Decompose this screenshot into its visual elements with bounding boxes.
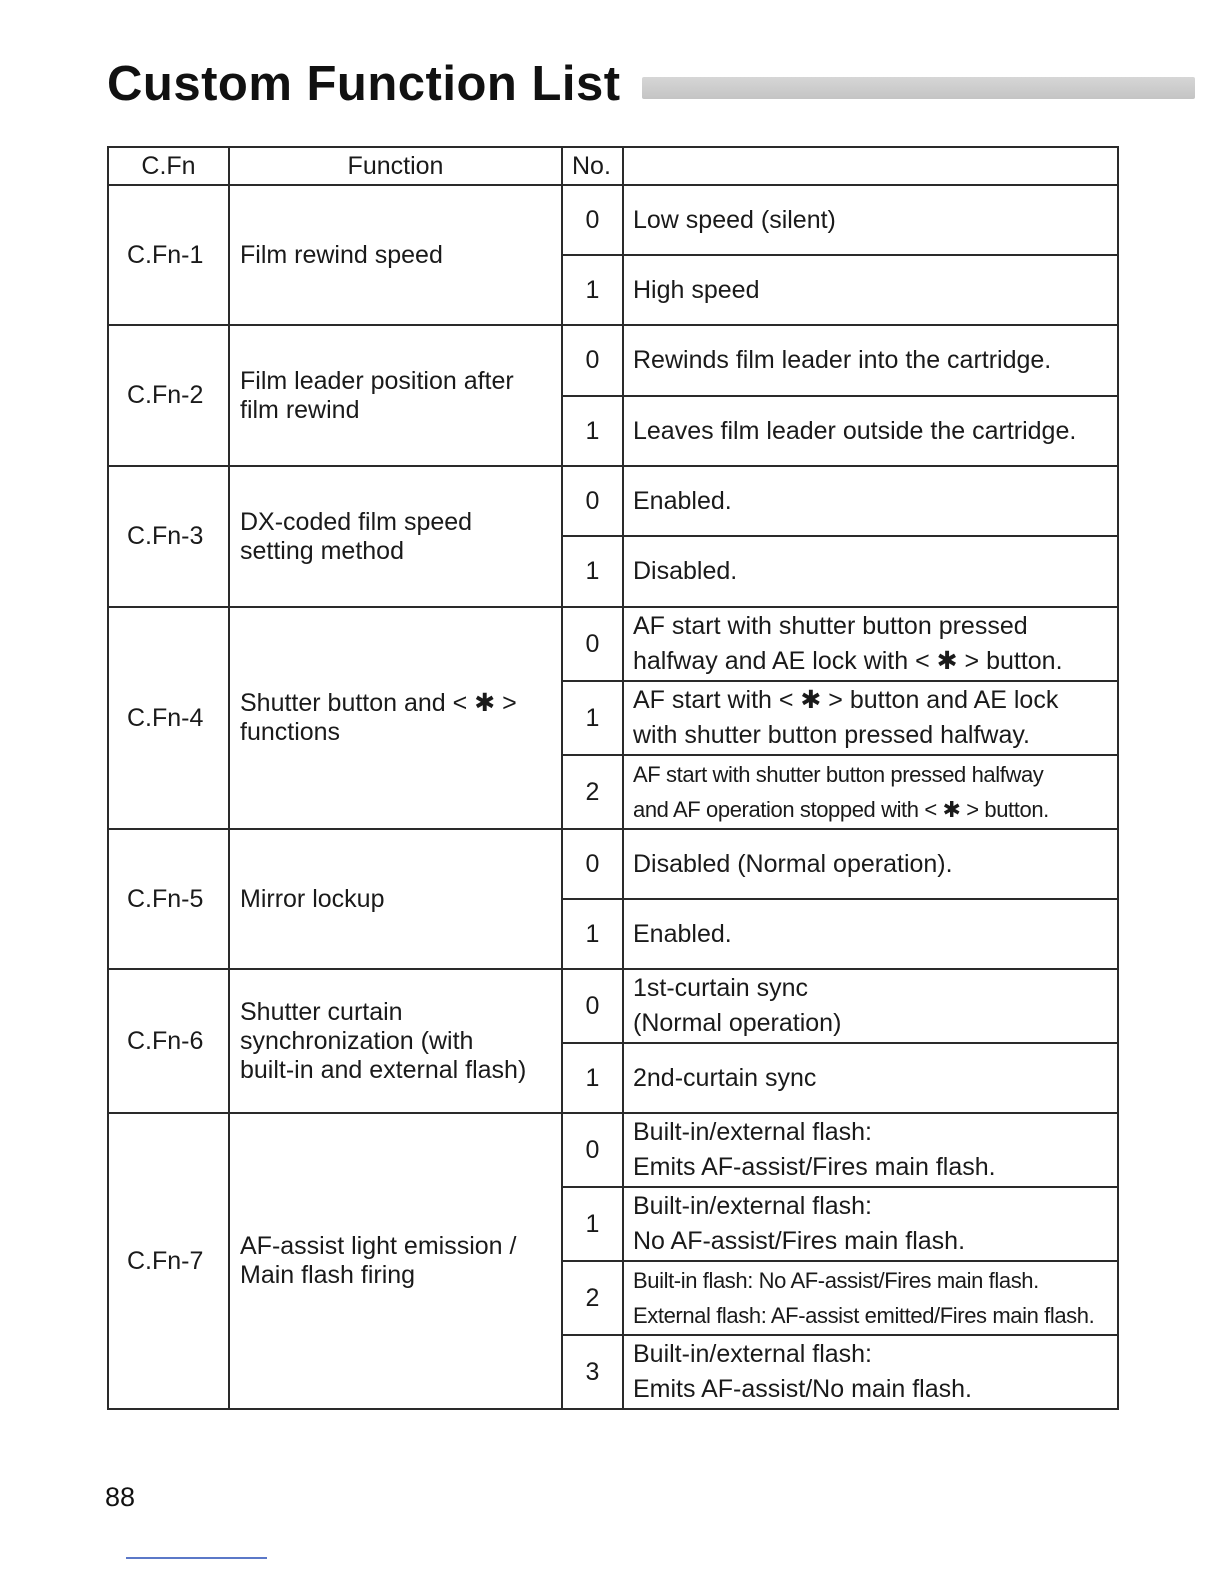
cfn-id-cell: C.Fn-2 — [108, 325, 229, 466]
table-row — [108, 1113, 1118, 1187]
setting-description-cell: High speed — [623, 255, 1118, 325]
table-row — [108, 969, 1118, 1043]
function-name-cell: Film rewind speed — [229, 185, 562, 325]
table-row — [108, 829, 1118, 899]
setting-description-cell: Built-in/external flash: Emits AF-assist/No main flash. — [623, 1335, 1118, 1409]
function-name-cell: DX-coded film speed setting method — [229, 466, 562, 607]
setting-description-cell: AF start with < ✱ > button and AE lock with shutter button pressed halfway. — [623, 681, 1118, 755]
header-cfn: C.Fn — [108, 147, 229, 185]
header-description — [623, 147, 1118, 185]
table-row — [108, 325, 1118, 396]
cfn-id-cell: C.Fn-5 — [108, 829, 229, 969]
cfn-id-cell: C.Fn-7 — [108, 1113, 229, 1409]
setting-description-cell: Leaves film leader outside the cartridge. — [623, 396, 1118, 466]
setting-description-cell: Built-in/external flash: No AF-assist/Fires main flash. — [623, 1187, 1118, 1261]
header-function: Function — [229, 147, 562, 185]
setting-description-cell: AF start with shutter button pressed halfway and AE lock with < ✱ > button. — [623, 607, 1118, 681]
setting-number-cell: 1 — [562, 681, 623, 755]
table-row — [108, 185, 1118, 255]
setting-number-cell: 0 — [562, 325, 623, 396]
setting-number-cell: 0 — [562, 466, 623, 536]
setting-number-cell: 1 — [562, 396, 623, 466]
title-decoration-bar — [642, 77, 1195, 99]
setting-number-cell: 2 — [562, 1261, 623, 1335]
setting-number-cell: 0 — [562, 607, 623, 681]
setting-number-cell: 0 — [562, 829, 623, 899]
setting-number-cell: 1 — [562, 1187, 623, 1261]
table-header-row — [108, 147, 1118, 185]
setting-description-cell: Enabled. — [623, 466, 1118, 536]
page-title: Custom Function List — [107, 57, 621, 111]
setting-description-cell: Disabled (Normal operation). — [623, 829, 1118, 899]
setting-number-cell: 2 — [562, 755, 623, 829]
setting-description-cell: Built-in flash: No AF-assist/Fires main flash. External flash: AF-assist emitted/Fires main flash. — [623, 1261, 1118, 1335]
setting-number-cell: 1 — [562, 1043, 623, 1113]
setting-number-cell: 1 — [562, 899, 623, 969]
table-row — [108, 466, 1118, 536]
setting-number-cell: 0 — [562, 1113, 623, 1187]
setting-number-cell: 3 — [562, 1335, 623, 1409]
function-name-cell: Shutter curtain synchronization (with built-in and external flash) — [229, 969, 562, 1113]
header-number: No. — [562, 147, 623, 185]
setting-description-cell: Disabled. — [623, 536, 1118, 607]
footer-rule — [126, 1557, 267, 1559]
cfn-id-cell: C.Fn-1 — [108, 185, 229, 325]
setting-number-cell: 1 — [562, 255, 623, 325]
setting-description-cell: Built-in/external flash: Emits AF-assist/Fires main flash. — [623, 1113, 1118, 1187]
table-row — [108, 607, 1118, 681]
setting-description-cell: Enabled. — [623, 899, 1118, 969]
cfn-id-cell: C.Fn-4 — [108, 607, 229, 829]
setting-description-cell: AF start with shutter button pressed halfway and AF operation stopped with < ✱ > button. — [623, 755, 1118, 829]
function-name-cell: Film leader position after film rewind — [229, 325, 562, 466]
setting-number-cell: 0 — [562, 185, 623, 255]
setting-description-cell: 1st-curtain sync (Normal operation) — [623, 969, 1118, 1043]
custom-function-table — [107, 146, 1119, 1410]
cfn-id-cell: C.Fn-6 — [108, 969, 229, 1113]
page-number: 88 — [105, 1482, 136, 1512]
setting-description-cell: 2nd-curtain sync — [623, 1043, 1118, 1113]
setting-number-cell: 1 — [562, 536, 623, 607]
function-name-cell: Shutter button and < ✱ > functions — [229, 607, 562, 829]
setting-description-cell: Rewinds film leader into the cartridge. — [623, 325, 1118, 396]
function-name-cell: AF-assist light emission / Main flash firing — [229, 1113, 562, 1409]
function-name-cell: Mirror lockup — [229, 829, 562, 969]
cfn-id-cell: C.Fn-3 — [108, 466, 229, 607]
table-body — [108, 185, 1118, 1409]
setting-description-cell: Low speed (silent) — [623, 185, 1118, 255]
setting-number-cell: 0 — [562, 969, 623, 1043]
